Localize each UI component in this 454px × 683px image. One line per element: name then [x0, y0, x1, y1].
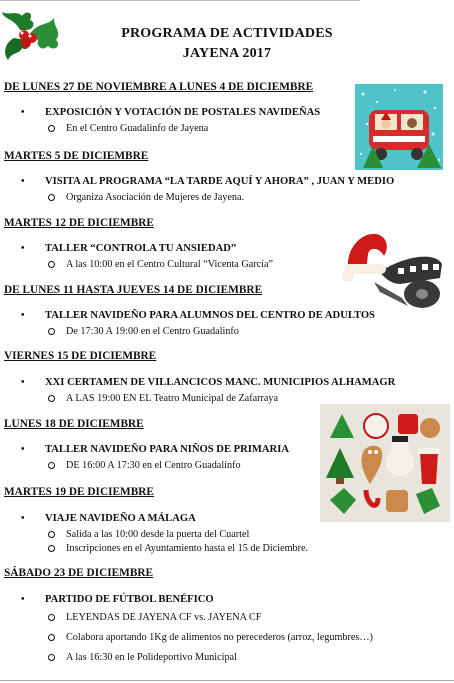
activity-detail: Colabora aportando 1Kg de alimentos no perecederos (arroz, legumbres…): [48, 632, 373, 643]
activity-title: XXI CERTAMEN DE VILLANCICOS MANC. MUNICIPIOS ALHAMAGR: [45, 377, 396, 388]
bullet-icon: •: [21, 310, 25, 321]
activity-title: VISITA AL PROGRAMA “LA TARDE AQUÍ Y AHORA” , JUAN Y MEDIO: [45, 176, 395, 187]
activity-item: [21, 176, 394, 187]
activity-item: [21, 377, 395, 388]
bullet-icon: •: [21, 513, 25, 524]
activity-title: TALLER “CONTROLA TU ANSIEDAD”: [45, 243, 237, 254]
program-title: PROGRAMA DE ACTIVIDADES: [121, 26, 333, 41]
activity-detail: De 17:30 A 19:00 en el Centro Guadalinfo: [48, 326, 239, 337]
activity-item: [21, 107, 320, 118]
activity-detail: Inscripciones en el Ayuntamiento hasta el 15 de Diciembre.: [48, 543, 308, 554]
activity-item: [21, 310, 375, 321]
bottom-rule: [0, 680, 454, 681]
circle-bullet-icon: [48, 545, 55, 552]
circle-bullet-icon: [48, 125, 55, 132]
program-year: JAYENA 2017: [182, 46, 272, 61]
bullet-icon: •: [21, 107, 25, 118]
section-date: MARTES 5 DE DICIEMBRE: [4, 150, 149, 162]
section-date: DE LUNES 11 HASTA JUEVES 14 DE DICIEMBRE: [4, 284, 263, 296]
circle-bullet-icon: [48, 614, 55, 621]
bullet-icon: •: [21, 594, 25, 605]
circle-bullet-icon: [48, 395, 55, 402]
section-date: LUNES 18 DE DICIEMBRE: [4, 418, 144, 430]
activity-detail: Organiza Asociación de Mujeres de Jayena.: [48, 192, 244, 203]
activity-title: EXPOSICIÓN Y VOTACIÓN DE POSTALES NAVIDEÑAS: [45, 107, 321, 118]
bullet-icon: •: [21, 444, 25, 455]
activity-detail: DE 16:00 A 17:30 en el Centro Guadalinfo: [48, 460, 241, 471]
activity-title: PARTIDO DE FÚTBOL BENÉFICO: [45, 594, 214, 605]
circle-bullet-icon: [48, 462, 55, 469]
activity-title: VIAJE NAVIDEÑO A MÁLAGA: [45, 513, 196, 524]
bullet-icon: •: [21, 176, 25, 187]
circle-bullet-icon: [48, 194, 55, 201]
bullet-icon: •: [21, 243, 25, 254]
bullet-icon: •: [21, 377, 25, 388]
activity-item: [21, 513, 196, 524]
section-date: MARTES 12 DE DICIEMBRE: [4, 217, 154, 229]
circle-bullet-icon: [48, 634, 55, 641]
christmas-cookies-image: [320, 404, 450, 522]
circle-bullet-icon: [48, 261, 55, 268]
christmas-postcard-image: [355, 84, 443, 170]
section-date: MARTES 19 DE DICIEMBRE: [4, 486, 154, 498]
activity-item: [21, 444, 289, 455]
circle-bullet-icon: [48, 654, 55, 661]
activity-detail: A LAS 19:00 EN EL Teatro Municipal de Zafarraya: [48, 393, 278, 404]
section-date: VIERNES 15 DE DICIEMBRE: [4, 350, 157, 362]
section-date: SÁBADO 23 DE DICIEMBRE: [4, 567, 154, 579]
activity-title: TALLER NAVIDEÑO PARA NIÑOS DE PRIMARIA: [45, 444, 289, 455]
activity-title: TALLER NAVIDEÑO PARA ALUMNOS DEL CENTRO DE ADULTOS: [45, 310, 375, 321]
activity-detail: En el Centro Guadalinfo de Jayena: [48, 123, 208, 134]
activity-detail: A las 10:00 en el Centro Cultural “Vicenta García”: [48, 259, 273, 270]
circle-bullet-icon: [48, 328, 55, 335]
activity-item: [21, 243, 236, 254]
section-date: DE LUNES 27 DE NOVIEMBRE A LUNES 4 DE DICIEMBRE: [4, 81, 314, 93]
activity-detail: Salida a las 10:00 desde la puerta del Cuartel: [48, 529, 249, 540]
circle-bullet-icon: [48, 531, 55, 538]
activity-detail: LEYENDAS DE JAYENA CF vs. JAYENA CF: [48, 612, 261, 623]
activity-item: [21, 594, 214, 605]
santa-hat-film-image: [340, 228, 446, 310]
activity-detail: A las 16:30 en le Polideportivo Municipal: [48, 652, 237, 663]
top-rule: [0, 0, 360, 1]
